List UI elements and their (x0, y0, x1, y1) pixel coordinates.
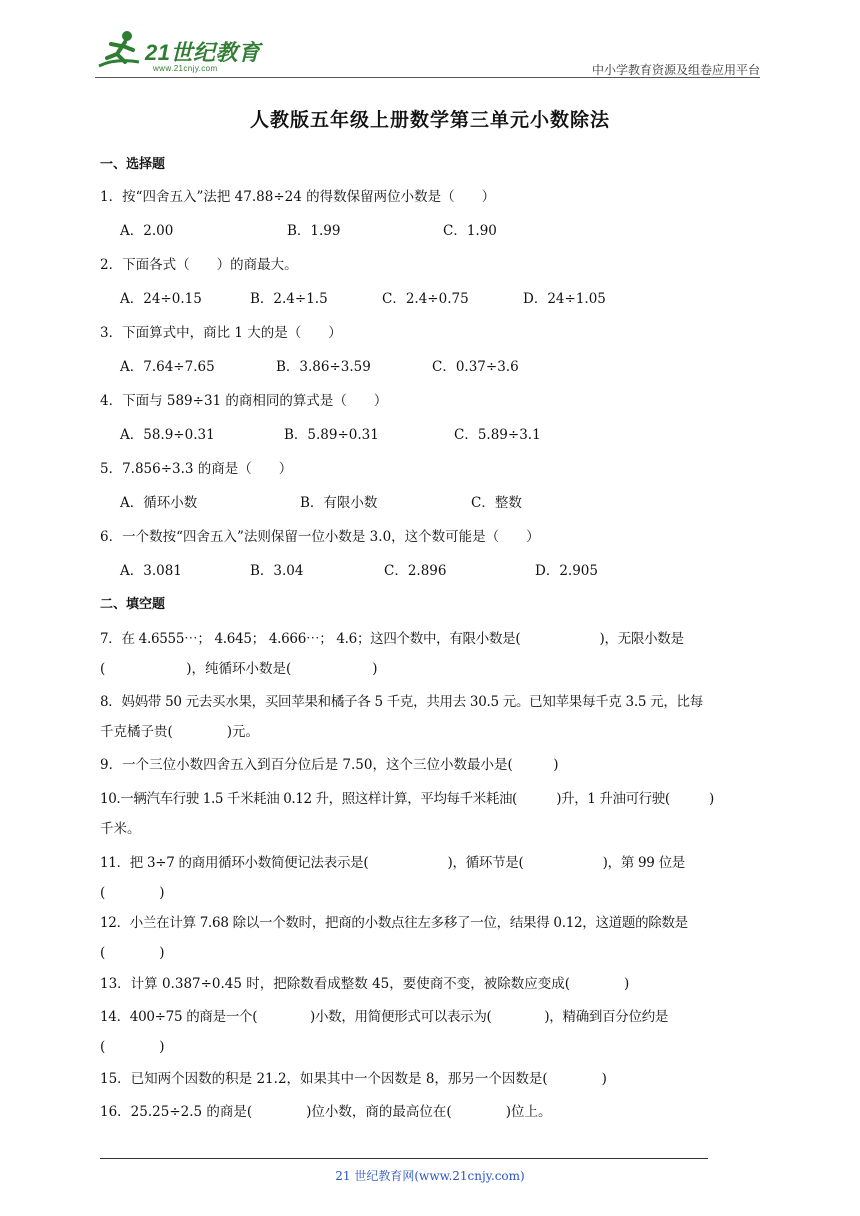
question-1: 1．按“四舍五入”法把 47.88÷24 的得数保留两位小数是（ ） (100, 189, 496, 205)
question-9: 9．一个三位小数四舍五入到百分位后是 7.50，这个三位小数最小是( ) (100, 757, 559, 773)
option: A．24÷0.15 (120, 291, 202, 307)
question-8: 8．妈妈带 50 元去买水果，买回苹果和橘子各 5 千克，共用去 30.5 元。已知苹果每千克 3.5 元，比每 (100, 694, 703, 710)
question-10-cont: 千米。 (100, 821, 141, 837)
question-13: 13．计算 0.387÷0.45 时，把除数看成整数 45，要使商不变，被除数应变成( ) (100, 976, 630, 992)
section-fill: 二、填空题 (100, 597, 166, 612)
logo-text: 21世纪教育 (145, 40, 261, 65)
option: A．循环小数 (120, 495, 198, 511)
option: C．2.4÷0.75 (382, 291, 469, 307)
question-5: 5．7.856÷3.3 的商是（ ） (100, 461, 293, 477)
question-10: 10.一辆汽车行驶 1.5 千米耗油 0.12 升，照这样计算，平均每千米耗油( )升，1 升油可行驶( ) (100, 791, 714, 807)
option: C．整数 (471, 495, 522, 511)
option: A．58.9÷0.31 (120, 427, 215, 443)
runner-icon (95, 28, 145, 74)
option: B．3.86÷3.59 (276, 359, 371, 375)
page-title: 人教版五年级上册数学第三单元小数除法 (249, 109, 610, 131)
option: B．有限小数 (300, 495, 378, 511)
option: A．3.081 (120, 563, 182, 579)
option: B．5.89÷0.31 (284, 427, 379, 443)
section-choice: 一、选择题 (100, 157, 166, 172)
question-12-cont: ( ) (100, 945, 165, 961)
question-2: 2．下面各式（ ）的商最大。 (100, 257, 298, 273)
question-7: 7．在 4.6555⋯； 4.645； 4.666⋯； 4.6；这四个数中，有限小数是( )，无限小数是 (100, 631, 684, 647)
option: B．1.99 (287, 223, 341, 239)
option: B．2.4÷1.5 (250, 291, 328, 307)
option: A．2.00 (120, 223, 174, 239)
question-11-cont: ( ) (100, 885, 165, 901)
question-7-cont: ( )，纯循环小数是( ) (100, 661, 378, 677)
option: B．3.04 (250, 563, 304, 579)
option: A．7.64÷7.65 (120, 359, 215, 375)
footer-link[interactable]: 21 世纪教育网(www.21cnjy.com) (335, 1169, 525, 1183)
question-15: 15．已知两个因数的积是 21.2，如果其中一个因数是 8，那另一个因数是( ) (100, 1071, 607, 1087)
question-12: 12．小兰在计算 7.68 除以一个数时，把商的小数点往左多移了一位，结果得 0.12，这道题的除数是 (100, 915, 688, 931)
question-6: 6．一个数按“四舍五入”法则保留一位小数是 3.0，这个数可能是（ ） (100, 529, 540, 545)
option: C．5.89÷3.1 (454, 427, 541, 443)
footer-divider (100, 1158, 708, 1159)
question-16: 16．25.25÷2.5 的商是( )位小数，商的最高位在( )位上。 (100, 1104, 552, 1120)
option: C．2.896 (384, 563, 447, 579)
option: D．24÷1.05 (523, 291, 606, 307)
question-14-cont: ( ) (100, 1039, 165, 1055)
option: C．1.90 (443, 223, 497, 239)
header-divider (95, 77, 760, 78)
platform-name: 中小学教育资源及组卷应用平台 (591, 63, 760, 77)
option: D．2.905 (535, 563, 598, 579)
question-14: 14．400÷75 的商是一个( )小数，用简便形式可以表示为( )，精确到百分位约是 (100, 1009, 669, 1025)
question-8-cont: 千克橘子贵( )元。 (100, 724, 260, 740)
question-3: 3．下面算式中，商比 1 大的是（ ） (100, 325, 342, 341)
option: C．0.37÷3.6 (432, 359, 519, 375)
logo-url: www.21cnjy.com (153, 64, 218, 73)
logo (95, 28, 265, 76)
question-4: 4．下面与 589÷31 的商相同的算式是（ ） (100, 393, 388, 409)
question-11: 11．把 3÷7 的商用循环小数简便记法表示是( )，循环节是( )，第 99 位是 (100, 855, 685, 871)
page-header (95, 28, 760, 78)
